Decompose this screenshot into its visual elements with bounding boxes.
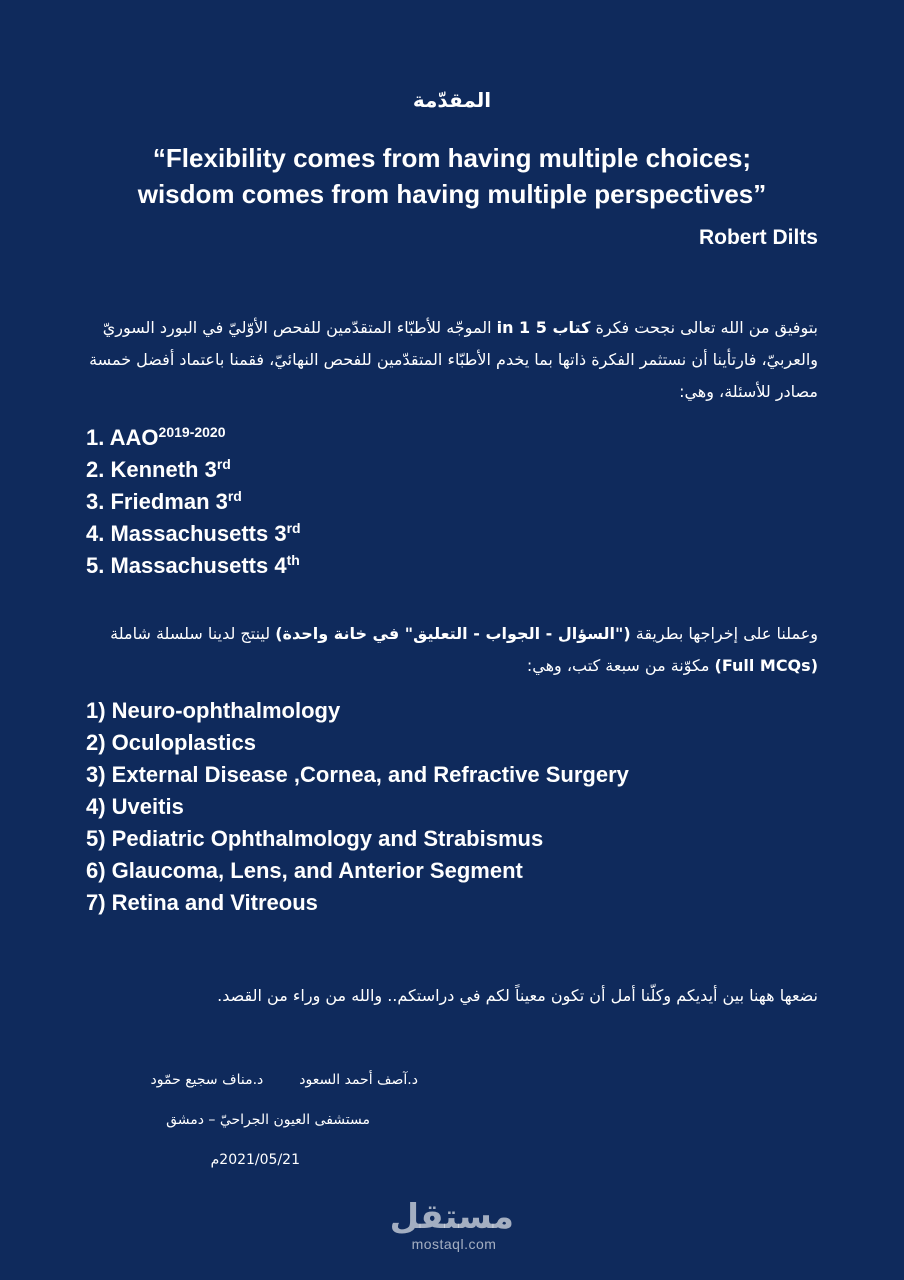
- quote-author: Robert Dilts: [698, 226, 818, 249]
- signature-authors: [88, 1072, 418, 1088]
- source-item: 4. Massachusetts 3rd: [86, 520, 301, 546]
- source-item: 2. Kenneth 3rd: [86, 456, 231, 482]
- sources-list: [86, 422, 301, 582]
- page-title: المقدّمة: [412, 90, 492, 112]
- book-item: 6) Glaucoma, Lens, and Anterior Segment: [86, 858, 523, 883]
- quote-line-1: “Flexibility comes from having multiple choices;: [152, 143, 752, 173]
- signature-date: 2021/05/21م: [210, 1152, 300, 1168]
- books-list: [86, 695, 629, 919]
- logo-mark: مستقل: [389, 1197, 514, 1237]
- intro-text-1: بتوفيق من الله تعالى نجحت فكرة: [590, 318, 818, 337]
- author-2: د.مناف سجيع حمّود: [150, 1072, 264, 1088]
- source-item: 5. Massachusetts 4th: [86, 552, 300, 578]
- book-item: 2) Oculoplastics: [86, 730, 256, 755]
- quote: [60, 140, 844, 212]
- author-1: د.آصف أحمد السعود: [299, 1072, 418, 1088]
- intro-book-name: كتاب 5 in 1: [496, 318, 591, 337]
- quote-line-2: wisdom comes from having multiple perspectives”: [137, 179, 767, 209]
- signature-hospital: مستشفى العيون الجراحيّ – دمشق: [166, 1112, 370, 1128]
- book-item: 3) External Disease ,Cornea, and Refractive Surgery: [86, 762, 629, 787]
- book-item: 7) Retina and Vitreous: [86, 890, 318, 915]
- book-item: 5) Pediatric Ophthalmology and Strabismus: [86, 826, 544, 851]
- closing-paragraph: نضعها ههنا بين أيديكم وكلّنا أمل أن تكون معيناً لكم في دراستكم.. والله من وراء من القصد.: [217, 986, 818, 1005]
- watermark-logo: [389, 1197, 514, 1252]
- source-item: 3. Friedman 3rd: [86, 488, 242, 514]
- intro-text-2: الموجّه للأطبّاء المتقدّمين للفحص الأوّليّ في البورد السوريّ والعربيّ، فارتأينا أن نستثمر الفكرة ذاتها بما يخدم الأطبّاء المتقدّمين للفحص النهائيّ، فقمنا باعتماد أفضل خمسة مصادر للأسئلة، وهي:: [89, 318, 818, 401]
- book-item: 4) Uveitis: [86, 794, 184, 819]
- logo-site: mostaql.com: [411, 1236, 497, 1252]
- intro-paragraph: [84, 312, 818, 408]
- book-item: 1) Neuro-ophthalmology: [86, 698, 341, 723]
- source-item: 1. $AAO^{2019-2020}$: [86, 424, 226, 450]
- method-paragraph: وعملنا على إخراجها بطريقة ("السؤال - الجواب - التعليق" في خانة واحدة) لينتج لدينا سلسلة شاملة (Full MCQs) مكوّنة من سبعة كتب، وهي:: [110, 624, 818, 675]
